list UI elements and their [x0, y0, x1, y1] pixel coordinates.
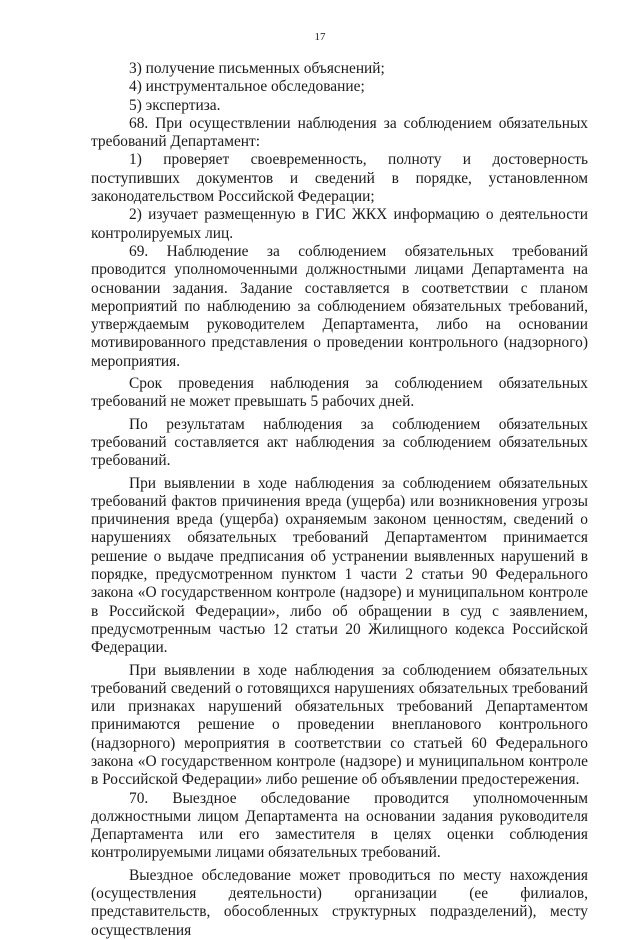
- clause-69: 69. Наблюдение за соблюдением обязательных требований проводится уполномоченными должностными лицами Департамента на основании задания. Задание составляется в соответствии с планом мероприятий по наблюдению за соблюдением обязательных требований, утверждаемым руководителем Департамента, либо на основании мотивированного представления о проведении контрольного (надзорного) мероприятия.: [91, 242, 588, 370]
- observation-term-paragraph: Срок проведения наблюдения за соблюдением обязательных требований не может превышать 5 рабочих дней.: [91, 375, 588, 411]
- document-body: [91, 60, 588, 940]
- clause-68: 68. При осуществлении наблюдения за соблюдением обязательных требований Департамент:: [91, 114, 588, 151]
- observation-act-paragraph: По результатам наблюдения за соблюдением обязательных требований составляется акт наблюдения за соблюдением обязательных требований.: [91, 415, 588, 470]
- list-item-expertise: 5) экспертиза.: [129, 96, 221, 114]
- clause-70: 70. Выездное обследование проводится уполномоченным должностными лицом Департамента на основании задания руководителя Департамента или его заместителя в целях оценки соблюдения контролируемыми лицами обязательных требований.: [91, 789, 588, 862]
- list-item-written-explanations: 3) получение письменных объяснений;: [129, 60, 385, 77]
- list-item-instrumental-inspection: 4) инструментальное обследование;: [129, 78, 365, 96]
- onsite-inspection-location-paragraph: Выездное обследование может проводиться по месту нахождения (осуществления деятельности) организации (ее филиалов, представительств, обособленных структурных подразделений), месту осуществления: [91, 866, 588, 939]
- clause-68-item-2: 2) изучает размещенную в ГИС ЖКХ информацию о деятельности контролируемых лиц.: [91, 206, 588, 242]
- violations-found-paragraph: При выявлении в ходе наблюдения за соблюдением обязательных требований фактов причинения вреда (ущерба) или возникновения угрозы причинения вреда (ущерба) охраняемым законом ценностям, сведений о нарушениях обязательных требований Департаментом принимается решение о выдаче предписания об устранении выявленных нарушений в порядке, предусмотренном пунктом 1 части 2 статьи 90 Федерального закона «О государственном контроле (надзоре) и муниципальном контроле в Российской Федерации», либо об обращении в суд с заявлением, предусмотренным частью 12 статьи 20 Жилищного кодекса Российской Федерации.: [91, 474, 588, 657]
- page-number: 17: [314, 31, 326, 43]
- clause-68-item-1: 1) проверяет своевременность, полноту и достоверность поступивших документов и сведений в порядке, установленном законодательством Российской Федерации;: [91, 151, 588, 206]
- impending-violations-paragraph: При выявлении в ходе наблюдения за соблюдением обязательных требований сведений о готовящихся нарушениях обязательных требований или признаках нарушений обязательных требований Департаментом принимаются решение о проведении внепланового контрольного (надзорного) мероприятия в соответствии со статьей 60 Федерального закона «О государственном контроле (надзоре) и муниципальном контроле в Российской Федерации» либо решение об объявлении предостережения.: [91, 661, 588, 789]
